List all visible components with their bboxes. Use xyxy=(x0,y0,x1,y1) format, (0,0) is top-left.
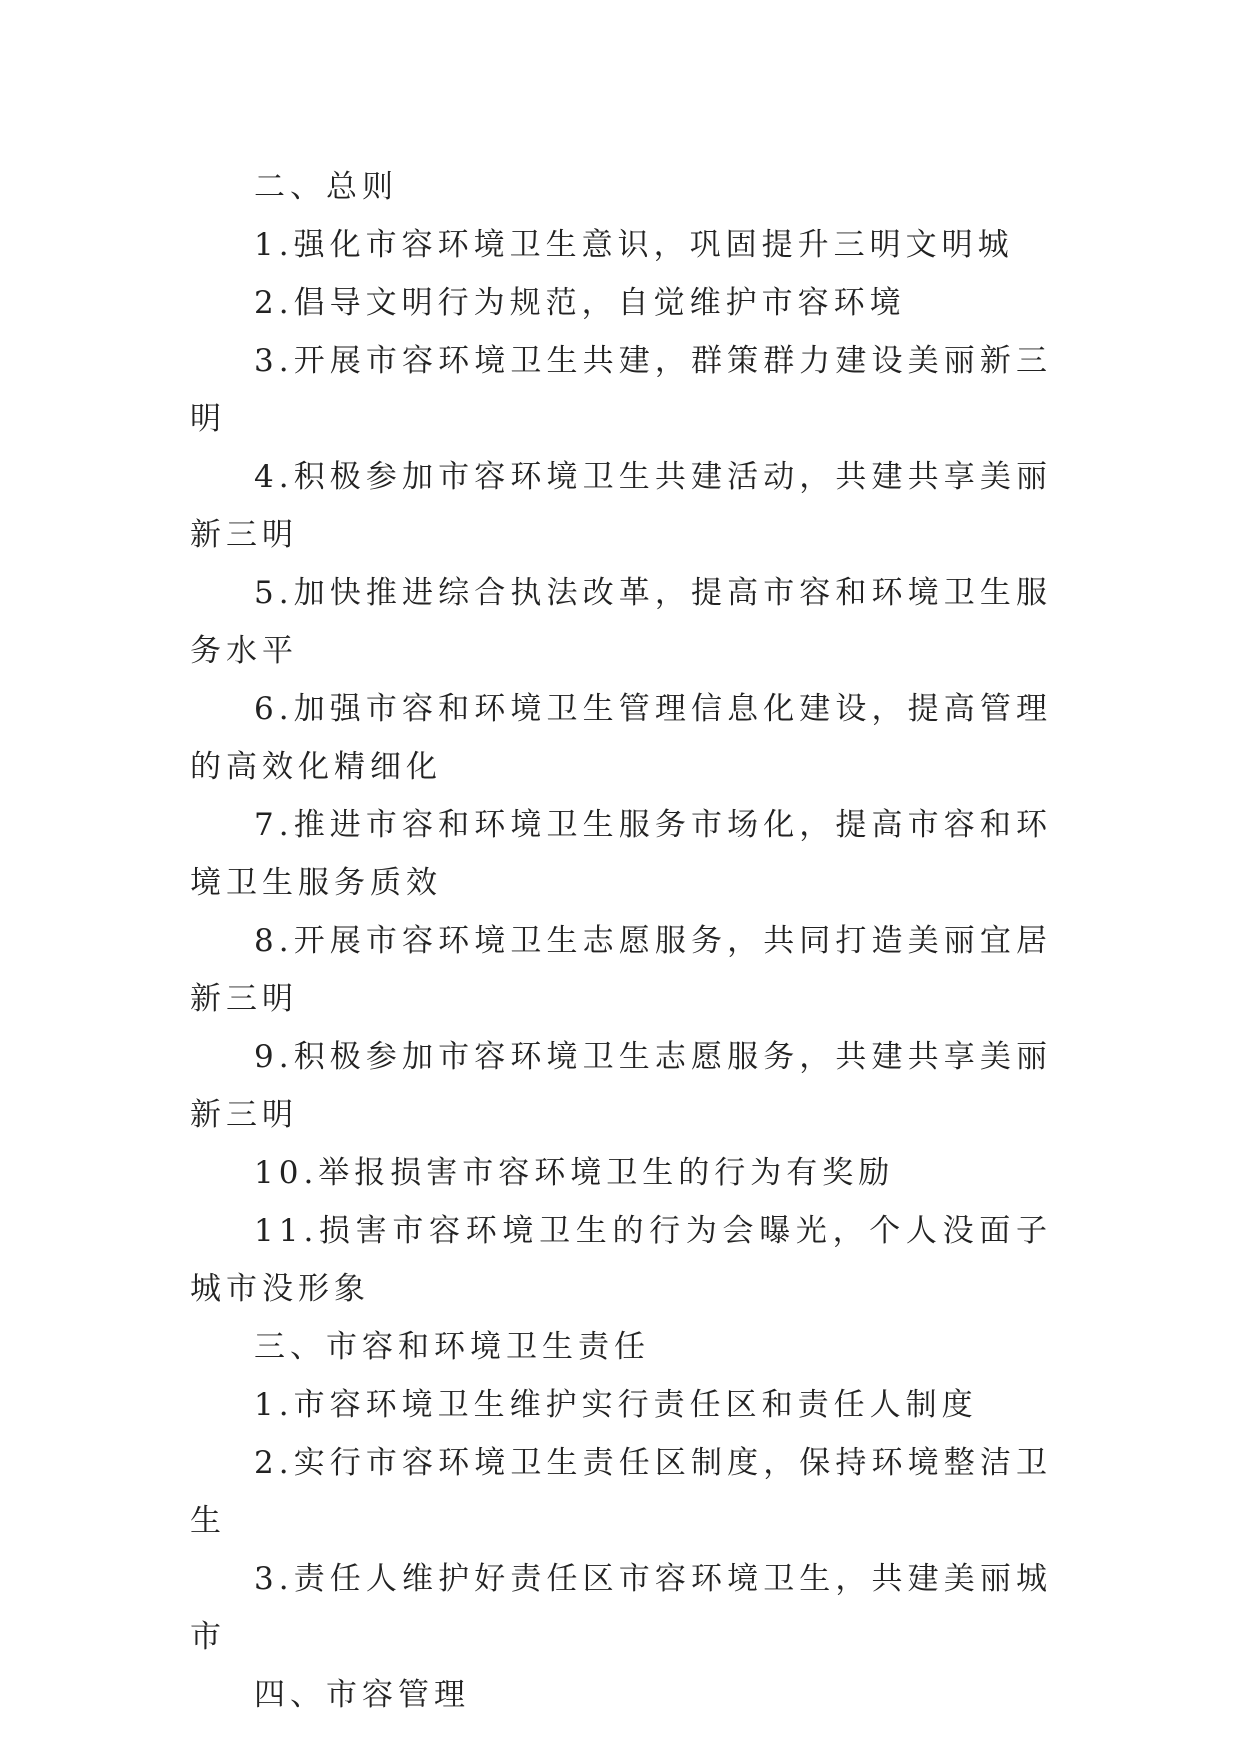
list-item: 9.积极参加市容环境卫生志愿服务，共建共享美丽新三明 xyxy=(190,1039,1052,1133)
list-item: 5.加快推进综合执法改革，提高市容和环境卫生服务水平 xyxy=(190,575,1052,669)
list-item: 2.实行市容环境卫生责任区制度，保持环境整洁卫生 xyxy=(190,1445,1052,1539)
list-item: 1.市容环境卫生维护实行责任区和责任人制度 xyxy=(254,1387,978,1423)
list-item: 1.强化市容环境卫生意识，巩固提升三明文明城 xyxy=(254,227,1014,263)
list-item: 3.责任人维护好责任区市容环境卫生，共建美丽城市 xyxy=(190,1561,1052,1655)
list-item: 4.积极参加市容环境卫生共建活动，共建共享美丽新三明 xyxy=(190,459,1052,553)
list-item: 11.损害市容环境卫生的行为会曝光，个人没面子城市没形象 xyxy=(190,1213,1052,1307)
list-item: 8.开展市容环境卫生志愿服务，共同打造美丽宜居新三明 xyxy=(190,923,1052,1017)
list-item: 7.推进市容和环境卫生服务市场化，提高市容和环境卫生服务质效 xyxy=(190,807,1052,901)
list-item: 10.举报损害市容环境卫生的行为有奖励 xyxy=(254,1155,895,1191)
section-heading-responsibility: 三、市容和环境卫生责任 xyxy=(254,1329,650,1365)
document-body xyxy=(190,158,1052,1724)
list-item: 3.开展市容环境卫生共建，群策群力建设美丽新三明 xyxy=(190,343,1052,437)
section-heading-general: 二、总则 xyxy=(254,169,398,205)
section-heading-city-management: 四、市容管理 xyxy=(254,1677,470,1713)
list-item: 6.加强市容和环境卫生管理信息化建设，提高管理的高效化精细化 xyxy=(190,691,1052,785)
list-item: 2.倡导文明行为规范，自觉维护市容环境 xyxy=(254,285,906,321)
